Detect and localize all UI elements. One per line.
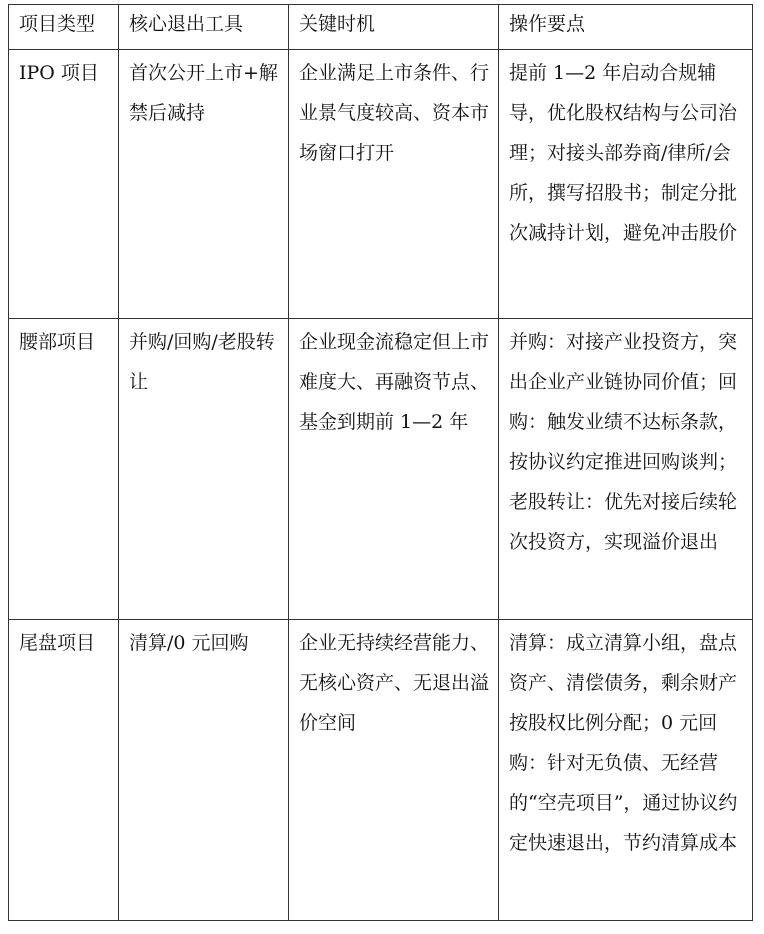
cell-timing: 企业满足上市条件、行业景气度较高、资本市场窗口打开 — [289, 50, 499, 319]
header-project-type: 项目类型 — [9, 5, 119, 50]
header-key-timing: 关键时机 — [289, 5, 499, 50]
cell-exit-tool: 首次公开上市+解禁后减持 — [119, 50, 289, 319]
table-row — [9, 620, 753, 921]
header-core-exit-tool: 核心退出工具 — [119, 5, 289, 50]
cell-project-type: 尾盘项目 — [9, 620, 119, 921]
cell-timing: 企业无持续经营能力、无核心资产、无退出溢价空间 — [289, 620, 499, 921]
cell-operation-points: 清算：成立清算小组，盘点资产、清偿债务，剩余财产按股权比例分配；0 元回购：针对无负债、无经营的“空壳项目”，通过协议约定快速退出，节约清算成本 — [499, 620, 753, 921]
cell-operation-points: 提前 1—2 年启动合规辅导，优化股权结构与公司治理；对接头部券商/律所/会所，撰写招股书；制定分批次减持计划，避免冲击股价 — [499, 50, 753, 319]
cell-operation-points: 并购：对接产业投资方，突出企业产业链协同价值；回购：触发业绩不达标条款，按协议约定推进回购谈判；老股转让：优先对接后续轮次投资方，实现溢价退出 — [499, 319, 753, 620]
exit-strategy-table — [8, 4, 753, 921]
table-row — [9, 319, 753, 620]
header-operation-points: 操作要点 — [499, 5, 753, 50]
table-header-row — [9, 5, 753, 50]
cell-exit-tool: 并购/回购/老股转让 — [119, 319, 289, 620]
cell-project-type: 腰部项目 — [9, 319, 119, 620]
table-row — [9, 50, 753, 319]
cell-project-type: IPO 项目 — [9, 50, 119, 319]
cell-timing: 企业现金流稳定但上市难度大、再融资节点、基金到期前 1—2 年 — [289, 319, 499, 620]
cell-exit-tool: 清算/0 元回购 — [119, 620, 289, 921]
